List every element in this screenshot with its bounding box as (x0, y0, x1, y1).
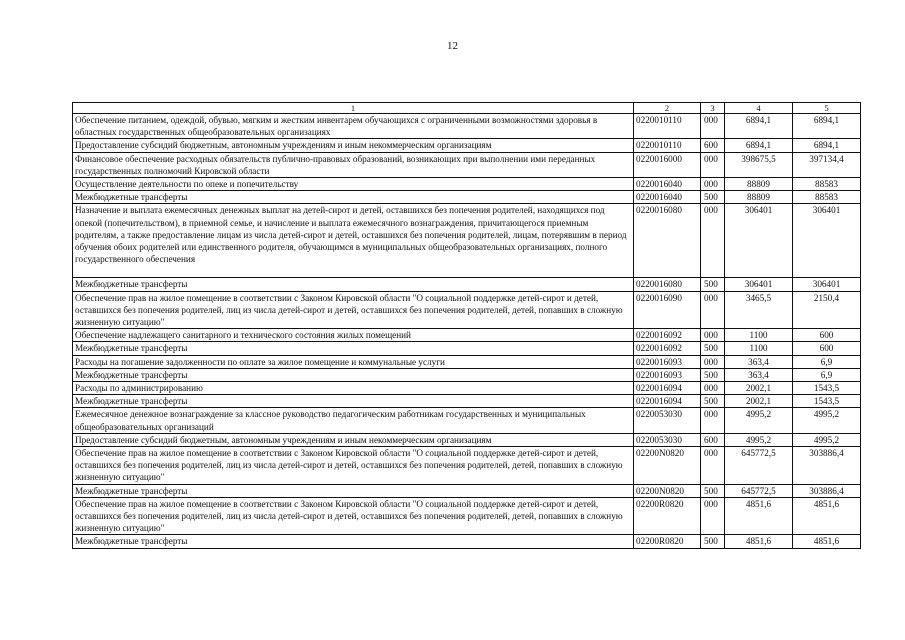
column-header: 4 (725, 103, 793, 114)
row-value-4: 88809 (725, 178, 793, 191)
row-value-5: 1543,5 (793, 395, 861, 408)
row-type: 000 (701, 178, 725, 191)
row-type: 500 (701, 342, 725, 355)
row-type: 000 (701, 204, 725, 278)
row-value-5: 600 (793, 342, 861, 355)
table-row (73, 447, 861, 485)
table-row (73, 139, 861, 152)
row-code: 02200R0820 (634, 535, 701, 548)
row-value-4: 6894,1 (725, 139, 793, 152)
row-value-4: 2002,1 (725, 382, 793, 395)
column-header: 1 (73, 103, 634, 114)
row-name: Межбюджетные трансферты (73, 278, 634, 291)
row-value-5: 600 (793, 329, 861, 342)
table-row (73, 368, 861, 381)
row-name: Обеспечение прав на жилое помещение в соответствии с Законом Кировской области "О социальной поддержке детей-сирот и детей, оставшихся без попечения родителей, лиц из числа детей-сирот и детей, оставшихся без попечения родителей, детей, попавших в сложную жизненную ситуацию" (73, 447, 634, 485)
row-code: 0220053030 (634, 433, 701, 446)
table-row (73, 395, 861, 408)
row-value-4: 398675,5 (725, 152, 793, 177)
row-value-5: 4851,6 (793, 535, 861, 548)
row-value-4: 306401 (725, 278, 793, 291)
column-header: 2 (634, 103, 701, 114)
row-value-4: 88809 (725, 191, 793, 204)
row-name: Предоставление субсидий бюджетным, автономным учреждениям и иным некоммерческим организациям (73, 139, 634, 152)
row-type: 000 (701, 382, 725, 395)
row-code: 0220016080 (634, 278, 701, 291)
row-name: Межбюджетные трансферты (73, 395, 634, 408)
row-value-5: 303886,4 (793, 484, 861, 497)
row-code: 0220016040 (634, 191, 701, 204)
table-row (73, 278, 861, 291)
row-code: 0220016040 (634, 178, 701, 191)
row-code: 0220016094 (634, 395, 701, 408)
row-value-4: 645772,5 (725, 484, 793, 497)
table-row (73, 191, 861, 204)
table-row (73, 152, 861, 177)
table-row (73, 178, 861, 191)
table-row (73, 114, 861, 139)
row-value-5: 6,9 (793, 368, 861, 381)
row-value-4: 4851,6 (725, 535, 793, 548)
row-value-4: 3465,5 (725, 291, 793, 329)
row-code: 0220016093 (634, 368, 701, 381)
row-value-4: 1100 (725, 342, 793, 355)
row-value-5: 88583 (793, 191, 861, 204)
row-value-4: 4851,6 (725, 497, 793, 535)
table-header-row (73, 103, 861, 114)
row-code: 0220016094 (634, 382, 701, 395)
row-value-5: 6894,1 (793, 139, 861, 152)
row-type: 500 (701, 535, 725, 548)
row-code: 02200N0820 (634, 484, 701, 497)
row-value-4: 363,4 (725, 355, 793, 368)
row-type: 600 (701, 139, 725, 152)
row-code: 0220053030 (634, 408, 701, 433)
column-header: 3 (701, 103, 725, 114)
row-type: 500 (701, 395, 725, 408)
row-type: 000 (701, 447, 725, 485)
row-type: 600 (701, 433, 725, 446)
row-value-4: 645772,5 (725, 447, 793, 485)
row-name: Межбюджетные трансферты (73, 535, 634, 548)
row-code: 0220016093 (634, 355, 701, 368)
row-name: Ежемесячное денежное вознаграждение за классное руководство педагогическим работникам государственных и муниципальных общеобразовательных организаций (73, 408, 634, 433)
row-type: 000 (701, 152, 725, 177)
row-code: 02200N0820 (634, 447, 701, 485)
table-row (73, 497, 861, 535)
table-row (73, 329, 861, 342)
row-value-4: 4995,2 (725, 408, 793, 433)
row-value-5: 397134,4 (793, 152, 861, 177)
row-name: Назначение и выплата ежемесячных денежных выплат на детей-сирот и детей, оставшихся без попечения родителей, находящихся под опекой (попечительством), в приемной семье, и начисление и выплата ежемесячного вознаграждения, причитающегося приемным родителям, а также предоставление лицам из числа детей-сирот и детей, оставшихся без попечения родителей, лицам, потерявшим в период обучения обоих родителей или единственного родителя, обучающимся в муниципальных общеобразовательных организациях, полного государственного обеспечения (73, 204, 634, 278)
row-code: 0220016092 (634, 329, 701, 342)
row-type: 500 (701, 191, 725, 204)
table-row (73, 342, 861, 355)
row-type: 000 (701, 355, 725, 368)
row-code: 0220010110 (634, 114, 701, 139)
row-value-5: 4995,2 (793, 433, 861, 446)
table-row (73, 204, 861, 278)
row-name: Финансовое обеспечение расходных обязательств публично-правовых образований, возникающих при выполнении ими переданных государственных полномочий Кировской области (73, 152, 634, 177)
row-value-4: 363,4 (725, 368, 793, 381)
row-name: Межбюджетные трансферты (73, 191, 634, 204)
table-row (73, 408, 861, 433)
table-row (73, 433, 861, 446)
row-name: Предоставление субсидий бюджетным, автономным учреждениям и иным некоммерческим организациям (73, 433, 634, 446)
row-value-5: 303886,4 (793, 447, 861, 485)
row-name: Обеспечение питанием, одеждой, обувью, мягким и жестким инвентарем обучающихся с ограниченными возможностями здоровья в областных государственных общеобразовательных организациях (73, 114, 634, 139)
row-code: 0220010110 (634, 139, 701, 152)
row-value-4: 6894,1 (725, 114, 793, 139)
row-code: 0220016080 (634, 204, 701, 278)
row-type: 000 (701, 497, 725, 535)
row-code: 02200R0820 (634, 497, 701, 535)
column-header: 5 (793, 103, 861, 114)
row-type: 000 (701, 408, 725, 433)
table-row (73, 355, 861, 368)
row-name: Обеспечение прав на жилое помещение в соответствии с Законом Кировской области "О социальной поддержке детей-сирот и детей, оставшихся без попечения родителей, лиц из числа детей-сирот и детей, оставшихся без попечения родителей, детей, попавших в сложную жизненную ситуацию" (73, 497, 634, 535)
row-code: 0220016090 (634, 291, 701, 329)
row-value-5: 306401 (793, 278, 861, 291)
row-type: 000 (701, 114, 725, 139)
page-number: 12 (447, 40, 458, 52)
row-code: 0220016092 (634, 342, 701, 355)
row-name: Обеспечение прав на жилое помещение в соответствии с Законом Кировской области "О социальной поддержке детей-сирот и детей, оставшихся без попечения родителей, лиц из числа детей-сирот и детей, оставшихся без попечения родителей, детей, попавших в сложную жизненную ситуацию" (73, 291, 634, 329)
row-name: Межбюджетные трансферты (73, 342, 634, 355)
row-type: 000 (701, 329, 725, 342)
row-type: 500 (701, 368, 725, 381)
table-row (73, 535, 861, 548)
row-type: 000 (701, 291, 725, 329)
row-name: Осуществление деятельности по опеке и попечительству (73, 178, 634, 191)
budget-table (72, 102, 861, 549)
row-value-5: 6,9 (793, 355, 861, 368)
row-type: 500 (701, 484, 725, 497)
table-row (73, 484, 861, 497)
row-value-4: 2002,1 (725, 395, 793, 408)
row-name: Расходы по администрированию (73, 382, 634, 395)
row-name: Межбюджетные трансферты (73, 368, 634, 381)
row-value-5: 2150,4 (793, 291, 861, 329)
table-row (73, 382, 861, 395)
row-code: 0220016000 (634, 152, 701, 177)
row-value-4: 1100 (725, 329, 793, 342)
table-row (73, 291, 861, 329)
row-value-5: 4995,2 (793, 408, 861, 433)
row-name: Обеспечение надлежащего санитарного и технического состояния жилых помещений (73, 329, 634, 342)
row-name: Расходы на погашение задолженности по оплате за жилое помещение и коммунальные услуги (73, 355, 634, 368)
row-value-5: 6894,1 (793, 114, 861, 139)
row-name: Межбюджетные трансферты (73, 484, 634, 497)
row-type: 500 (701, 278, 725, 291)
row-value-4: 4995,2 (725, 433, 793, 446)
row-value-5: 88583 (793, 178, 861, 191)
row-value-5: 1543,5 (793, 382, 861, 395)
row-value-4: 306401 (725, 204, 793, 278)
row-value-5: 4851,6 (793, 497, 861, 535)
row-value-5: 306401 (793, 204, 861, 278)
